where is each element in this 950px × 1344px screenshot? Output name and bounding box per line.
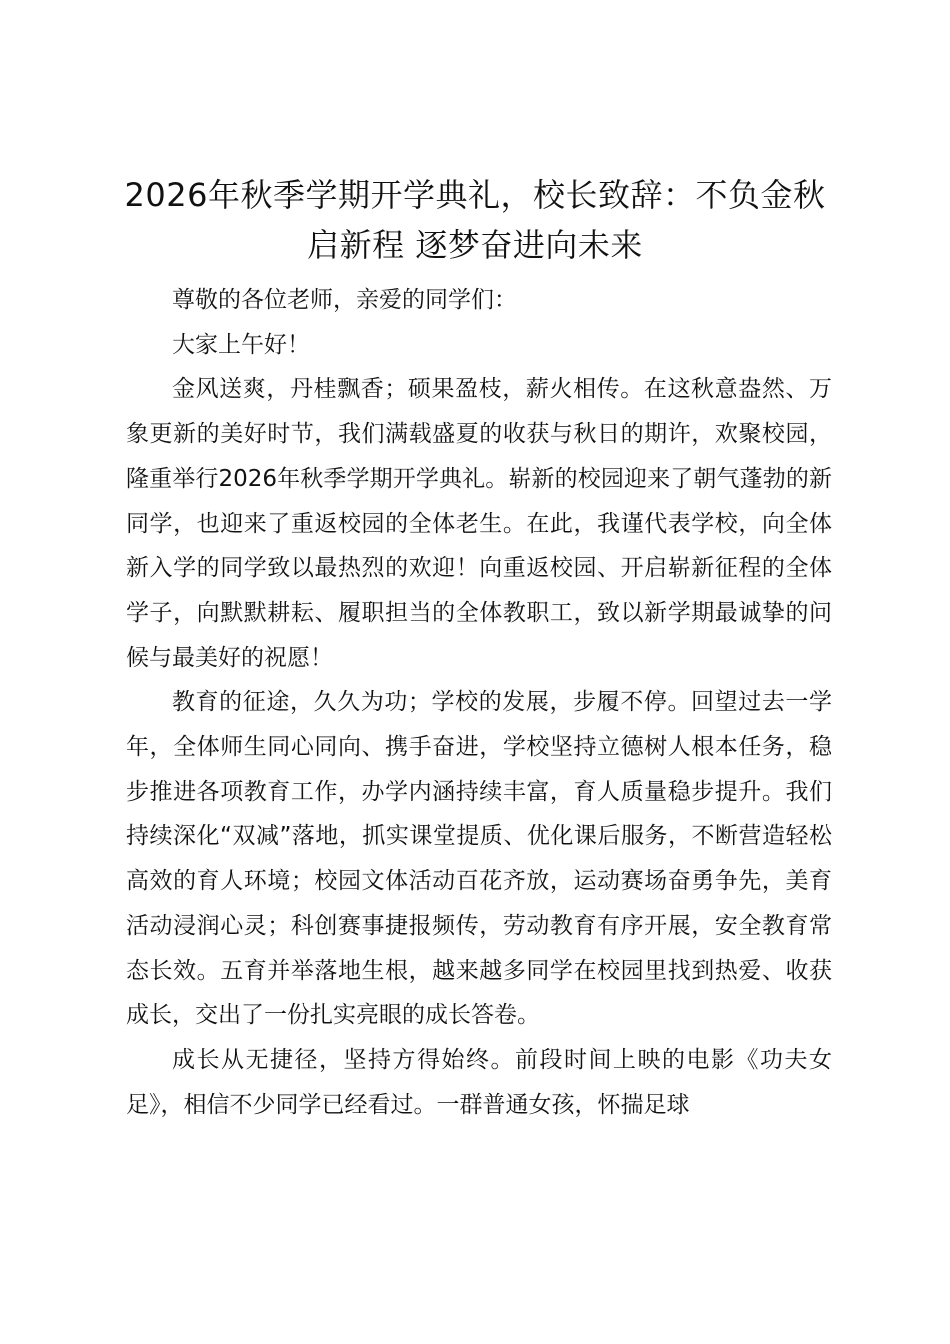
paragraph-2: 教育的征途，久久为功；学校的发展，步履不停。回望过去一学年，全体师生同心同向、携手奋进，学校坚持立德树人根本任务，稳步推进各项教育工作，办学内涵持续丰富，育人质量稳步提升。我们持续深化“双减”落地，抓实课堂提质、优化课后服务，不断营造轻松高效的育人环境；校园文体活动百花齐放，运动赛场奋勇争先，美育活动浸润心灵；科创赛事捷报频传，劳动教育有序开展，安全教育常态长效。五育并举落地生根，越来越多同学在校园里找到热爱、收获成长，交出了一份扎实亮眼的成长答卷。 bbox=[126, 689, 832, 1029]
salutation: 尊敬的各位老师，亲爱的同学们： bbox=[172, 287, 517, 313]
paragraph-1: 金风送爽，丹桂飘香；硕果盈枝，薪火相传。在这秋意盎然、万象更新的美好时节，我们满载盛夏的收获与秋日的期许，欢聚校园，隆重举行2026年秋季学期开学典礼。崭新的校园迎来了朝气蓬勃的新同学，也迎来了重返校园的全体老生。在此，我谨代表学校，向全体新入学的同学致以最热烈的欢迎！向重返校园、开启崭新征程的全体学子，向默默耕耘、履职担当的全体教职工，致以新学期最诚挚的问候与最美好的祝愿！ bbox=[126, 376, 832, 671]
greeting: 大家上午好！ bbox=[172, 331, 310, 358]
paragraph-3: 成长从无捷径，坚持方得始终。前段时间上映的电影《功夫女足》，相信不少同学已经看过。一群普通女孩，怀揣足球 bbox=[126, 1046, 832, 1118]
document-body bbox=[126, 278, 832, 1127]
document-title: 2026年秋季学期开学典礼，校长致辞：不负金秋启新程 逐梦奋进向未来 bbox=[124, 176, 826, 264]
